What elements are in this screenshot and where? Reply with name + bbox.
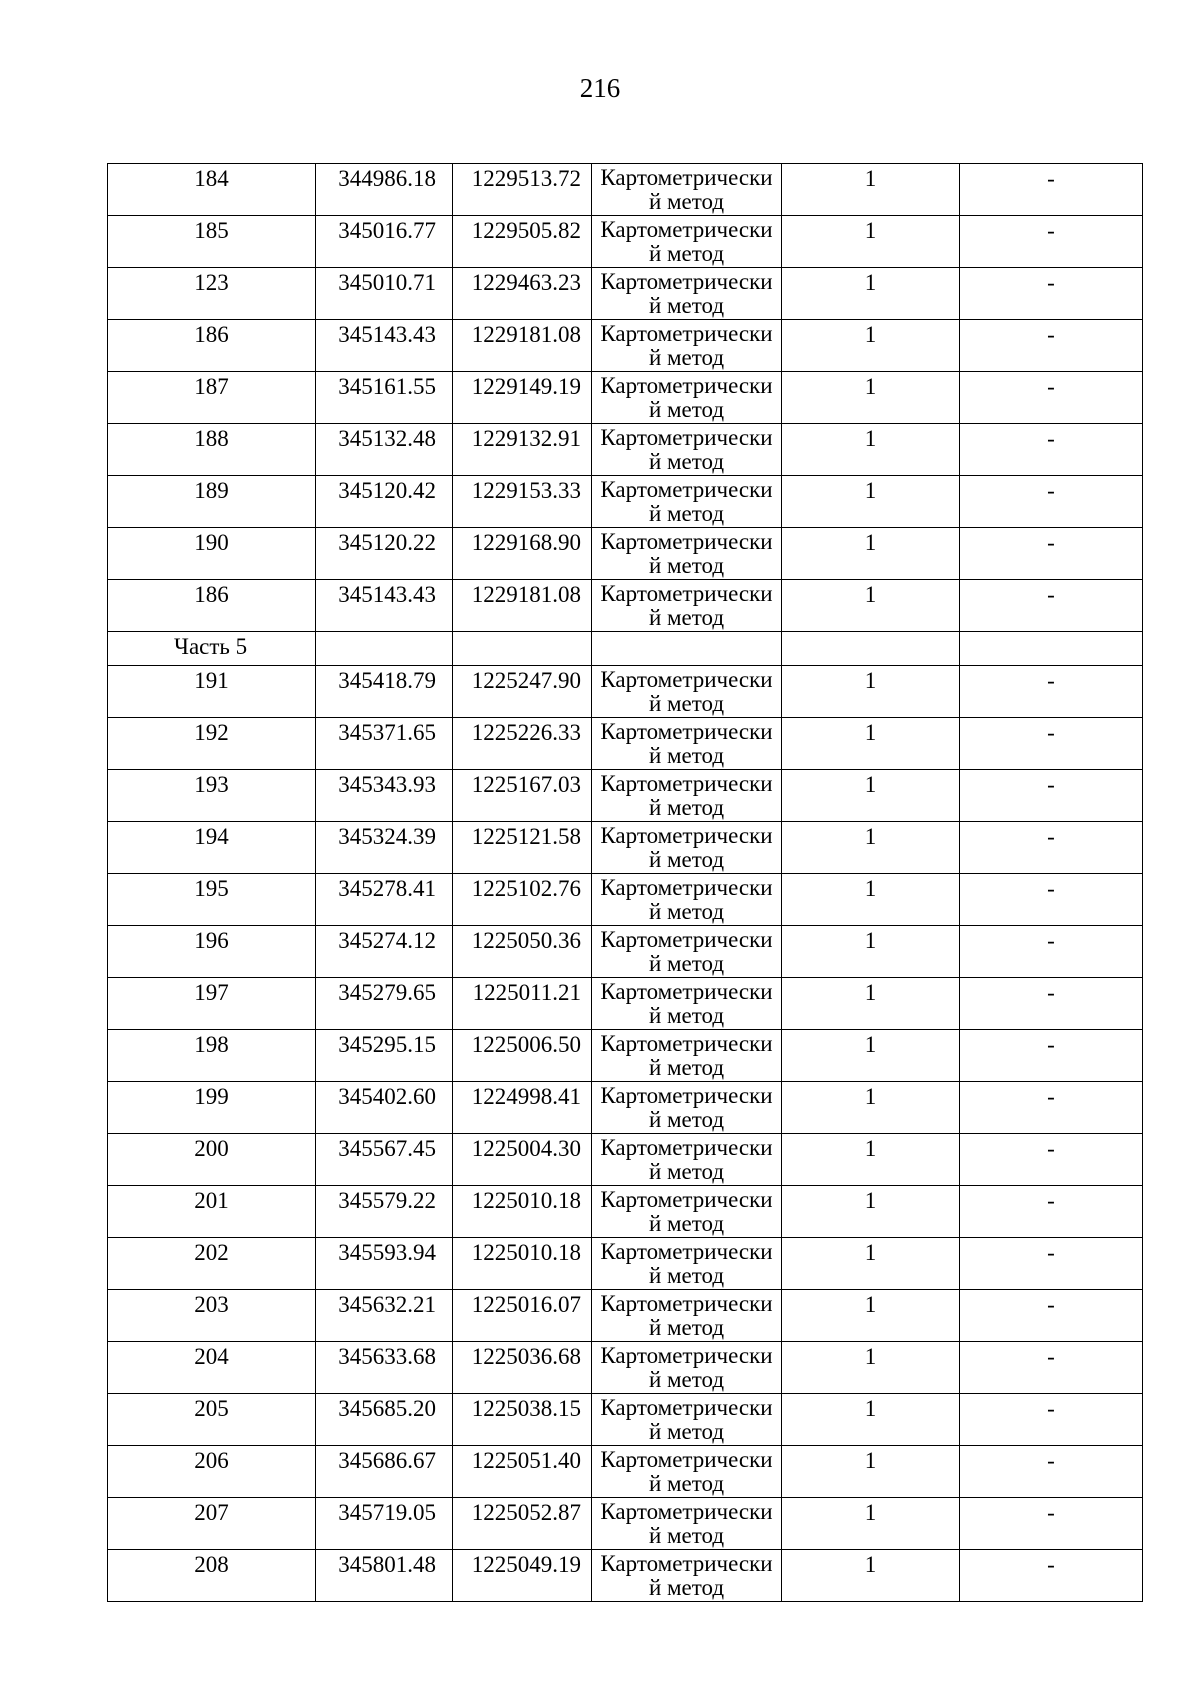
- y-coordinate-cell: 1229168.90: [453, 528, 592, 580]
- description-cell: -: [960, 476, 1143, 528]
- table-row: [108, 1446, 1143, 1498]
- x-coordinate-cell: 345719.05: [316, 1498, 453, 1550]
- accuracy-cell: 1: [782, 1082, 960, 1134]
- method-cell: Картометрически й метод: [592, 770, 782, 822]
- description-cell: -: [960, 1030, 1143, 1082]
- table-row: [108, 718, 1143, 770]
- method-cell: Картометрически й метод: [592, 666, 782, 718]
- point-number-cell: 198: [108, 1030, 316, 1082]
- description-cell: -: [960, 1290, 1143, 1342]
- method-cell: Картометрически й метод: [592, 476, 782, 528]
- accuracy-cell: 1: [782, 926, 960, 978]
- x-coordinate-cell: 345371.65: [316, 718, 453, 770]
- point-number-cell: 194: [108, 822, 316, 874]
- table-row: [108, 1134, 1143, 1186]
- accuracy-cell: 1: [782, 424, 960, 476]
- empty-cell: [960, 632, 1143, 666]
- x-coordinate-cell: 344986.18: [316, 164, 453, 216]
- point-number-cell: 123: [108, 268, 316, 320]
- description-cell: -: [960, 874, 1143, 926]
- y-coordinate-cell: 1225004.30: [453, 1134, 592, 1186]
- x-coordinate-cell: 345632.21: [316, 1290, 453, 1342]
- x-coordinate-cell: 345278.41: [316, 874, 453, 926]
- table-row: [108, 476, 1143, 528]
- x-coordinate-cell: 345295.15: [316, 1030, 453, 1082]
- table-row: [108, 1082, 1143, 1134]
- method-cell: Картометрически й метод: [592, 1030, 782, 1082]
- y-coordinate-cell: 1229513.72: [453, 164, 592, 216]
- table-row: [108, 268, 1143, 320]
- accuracy-cell: 1: [782, 580, 960, 632]
- accuracy-cell: 1: [782, 874, 960, 926]
- y-coordinate-cell: 1229153.33: [453, 476, 592, 528]
- x-coordinate-cell: 345120.42: [316, 476, 453, 528]
- method-cell: Картометрически й метод: [592, 1446, 782, 1498]
- method-cell: Картометрически й метод: [592, 424, 782, 476]
- y-coordinate-cell: 1225016.07: [453, 1290, 592, 1342]
- x-coordinate-cell: 345132.48: [316, 424, 453, 476]
- table-row: [108, 1498, 1143, 1550]
- x-coordinate-cell: 345143.43: [316, 320, 453, 372]
- empty-cell: [782, 632, 960, 666]
- accuracy-cell: 1: [782, 1030, 960, 1082]
- table-row: [108, 770, 1143, 822]
- point-number-cell: 193: [108, 770, 316, 822]
- accuracy-cell: 1: [782, 268, 960, 320]
- point-number-cell: 207: [108, 1498, 316, 1550]
- page-number: 216: [579, 73, 621, 103]
- method-cell: Картометрически й метод: [592, 1498, 782, 1550]
- accuracy-cell: 1: [782, 1186, 960, 1238]
- y-coordinate-cell: 1229463.23: [453, 268, 592, 320]
- y-coordinate-cell: 1225121.58: [453, 822, 592, 874]
- accuracy-cell: 1: [782, 1342, 960, 1394]
- y-coordinate-cell: 1224998.41: [453, 1082, 592, 1134]
- point-number-cell: 205: [108, 1394, 316, 1446]
- x-coordinate-cell: 345324.39: [316, 822, 453, 874]
- x-coordinate-cell: 345685.20: [316, 1394, 453, 1446]
- y-coordinate-cell: 1225006.50: [453, 1030, 592, 1082]
- point-number-cell: 187: [108, 372, 316, 424]
- description-cell: -: [960, 718, 1143, 770]
- description-cell: -: [960, 822, 1143, 874]
- y-coordinate-cell: 1229149.19: [453, 372, 592, 424]
- y-coordinate-cell: 1225226.33: [453, 718, 592, 770]
- point-number-cell: 201: [108, 1186, 316, 1238]
- x-coordinate-cell: 345010.71: [316, 268, 453, 320]
- point-number-cell: 200: [108, 1134, 316, 1186]
- y-coordinate-cell: 1225052.87: [453, 1498, 592, 1550]
- description-cell: -: [960, 1446, 1143, 1498]
- empty-cell: [592, 632, 782, 666]
- point-number-cell: 191: [108, 666, 316, 718]
- accuracy-cell: 1: [782, 320, 960, 372]
- accuracy-cell: 1: [782, 1498, 960, 1550]
- x-coordinate-cell: 345274.12: [316, 926, 453, 978]
- accuracy-cell: 1: [782, 718, 960, 770]
- point-number-cell: 202: [108, 1238, 316, 1290]
- y-coordinate-cell: 1225036.68: [453, 1342, 592, 1394]
- point-number-cell: 195: [108, 874, 316, 926]
- table-row: [108, 666, 1143, 718]
- accuracy-cell: 1: [782, 1446, 960, 1498]
- table-row: [108, 424, 1143, 476]
- method-cell: Картометрически й метод: [592, 1082, 782, 1134]
- table-row: [108, 1550, 1143, 1602]
- description-cell: -: [960, 320, 1143, 372]
- y-coordinate-cell: 1225102.76: [453, 874, 592, 926]
- x-coordinate-cell: 345143.43: [316, 580, 453, 632]
- point-number-cell: 186: [108, 320, 316, 372]
- empty-cell: [453, 632, 592, 666]
- accuracy-cell: 1: [782, 164, 960, 216]
- table-row: [108, 1342, 1143, 1394]
- section-row: [108, 632, 1143, 666]
- description-cell: -: [960, 1186, 1143, 1238]
- table-row: [108, 1394, 1143, 1446]
- method-cell: Картометрически й метод: [592, 216, 782, 268]
- coordinates-table-body: [108, 164, 1143, 1602]
- coordinates-table: [107, 163, 1143, 1602]
- x-coordinate-cell: 345418.79: [316, 666, 453, 718]
- y-coordinate-cell: 1229505.82: [453, 216, 592, 268]
- x-coordinate-cell: 345567.45: [316, 1134, 453, 1186]
- accuracy-cell: 1: [782, 666, 960, 718]
- empty-cell: [316, 632, 453, 666]
- method-cell: Картометрически й метод: [592, 822, 782, 874]
- accuracy-cell: 1: [782, 822, 960, 874]
- description-cell: -: [960, 268, 1143, 320]
- accuracy-cell: 1: [782, 1394, 960, 1446]
- y-coordinate-cell: 1225049.19: [453, 1550, 592, 1602]
- description-cell: -: [960, 1498, 1143, 1550]
- accuracy-cell: 1: [782, 1238, 960, 1290]
- method-cell: Картометрически й метод: [592, 874, 782, 926]
- accuracy-cell: 1: [782, 528, 960, 580]
- method-cell: Картометрически й метод: [592, 268, 782, 320]
- description-cell: -: [960, 580, 1143, 632]
- y-coordinate-cell: 1225050.36: [453, 926, 592, 978]
- description-cell: -: [960, 1082, 1143, 1134]
- x-coordinate-cell: 345633.68: [316, 1342, 453, 1394]
- method-cell: Картометрически й метод: [592, 320, 782, 372]
- point-number-cell: 190: [108, 528, 316, 580]
- description-cell: -: [960, 1342, 1143, 1394]
- y-coordinate-cell: 1225010.18: [453, 1186, 592, 1238]
- section-label: Часть 5: [108, 632, 316, 666]
- accuracy-cell: 1: [782, 978, 960, 1030]
- method-cell: Картометрически й метод: [592, 528, 782, 580]
- method-cell: Картометрически й метод: [592, 978, 782, 1030]
- table-row: [108, 822, 1143, 874]
- point-number-cell: 203: [108, 1290, 316, 1342]
- point-number-cell: 199: [108, 1082, 316, 1134]
- x-coordinate-cell: 345402.60: [316, 1082, 453, 1134]
- x-coordinate-cell: 345579.22: [316, 1186, 453, 1238]
- point-number-cell: 186: [108, 580, 316, 632]
- x-coordinate-cell: 345161.55: [316, 372, 453, 424]
- accuracy-cell: 1: [782, 216, 960, 268]
- x-coordinate-cell: 345016.77: [316, 216, 453, 268]
- x-coordinate-cell: 345120.22: [316, 528, 453, 580]
- method-cell: Картометрически й метод: [592, 372, 782, 424]
- method-cell: Картометрически й метод: [592, 926, 782, 978]
- description-cell: -: [960, 528, 1143, 580]
- description-cell: -: [960, 1134, 1143, 1186]
- accuracy-cell: 1: [782, 1134, 960, 1186]
- description-cell: -: [960, 1238, 1143, 1290]
- x-coordinate-cell: 345593.94: [316, 1238, 453, 1290]
- description-cell: -: [960, 666, 1143, 718]
- table-row: [108, 372, 1143, 424]
- description-cell: -: [960, 1394, 1143, 1446]
- method-cell: Картометрически й метод: [592, 1238, 782, 1290]
- table-row: [108, 978, 1143, 1030]
- table-row: [108, 528, 1143, 580]
- point-number-cell: 208: [108, 1550, 316, 1602]
- y-coordinate-cell: 1225038.15: [453, 1394, 592, 1446]
- method-cell: Картометрически й метод: [592, 580, 782, 632]
- accuracy-cell: 1: [782, 1550, 960, 1602]
- point-number-cell: 196: [108, 926, 316, 978]
- table-row: [108, 216, 1143, 268]
- description-cell: -: [960, 1550, 1143, 1602]
- y-coordinate-cell: 1225167.03: [453, 770, 592, 822]
- description-cell: -: [960, 372, 1143, 424]
- x-coordinate-cell: 345801.48: [316, 1550, 453, 1602]
- method-cell: Картометрически й метод: [592, 718, 782, 770]
- y-coordinate-cell: 1229181.08: [453, 580, 592, 632]
- accuracy-cell: 1: [782, 1290, 960, 1342]
- description-cell: -: [960, 926, 1143, 978]
- x-coordinate-cell: 345686.67: [316, 1446, 453, 1498]
- point-number-cell: 192: [108, 718, 316, 770]
- y-coordinate-cell: 1225011.21: [453, 978, 592, 1030]
- method-cell: Картометрически й метод: [592, 1342, 782, 1394]
- y-coordinate-cell: 1225247.90: [453, 666, 592, 718]
- method-cell: Картометрически й метод: [592, 164, 782, 216]
- description-cell: -: [960, 978, 1143, 1030]
- description-cell: -: [960, 424, 1143, 476]
- table-row: [108, 164, 1143, 216]
- y-coordinate-cell: 1229181.08: [453, 320, 592, 372]
- point-number-cell: 206: [108, 1446, 316, 1498]
- method-cell: Картометрически й метод: [592, 1290, 782, 1342]
- description-cell: -: [960, 164, 1143, 216]
- accuracy-cell: 1: [782, 770, 960, 822]
- y-coordinate-cell: 1225051.40: [453, 1446, 592, 1498]
- method-cell: Картометрически й метод: [592, 1134, 782, 1186]
- x-coordinate-cell: 345279.65: [316, 978, 453, 1030]
- point-number-cell: 184: [108, 164, 316, 216]
- method-cell: Картометрически й метод: [592, 1394, 782, 1446]
- point-number-cell: 197: [108, 978, 316, 1030]
- method-cell: Картометрически й метод: [592, 1550, 782, 1602]
- y-coordinate-cell: 1229132.91: [453, 424, 592, 476]
- x-coordinate-cell: 345343.93: [316, 770, 453, 822]
- point-number-cell: 188: [108, 424, 316, 476]
- point-number-cell: 189: [108, 476, 316, 528]
- table-row: [108, 874, 1143, 926]
- description-cell: -: [960, 216, 1143, 268]
- table-row: [108, 320, 1143, 372]
- accuracy-cell: 1: [782, 372, 960, 424]
- table-row: [108, 926, 1143, 978]
- point-number-cell: 204: [108, 1342, 316, 1394]
- table-row: [108, 1290, 1143, 1342]
- table-row: [108, 1238, 1143, 1290]
- y-coordinate-cell: 1225010.18: [453, 1238, 592, 1290]
- table-row: [108, 580, 1143, 632]
- description-cell: -: [960, 770, 1143, 822]
- point-number-cell: 185: [108, 216, 316, 268]
- table-row: [108, 1030, 1143, 1082]
- accuracy-cell: 1: [782, 476, 960, 528]
- table-row: [108, 1186, 1143, 1238]
- method-cell: Картометрически й метод: [592, 1186, 782, 1238]
